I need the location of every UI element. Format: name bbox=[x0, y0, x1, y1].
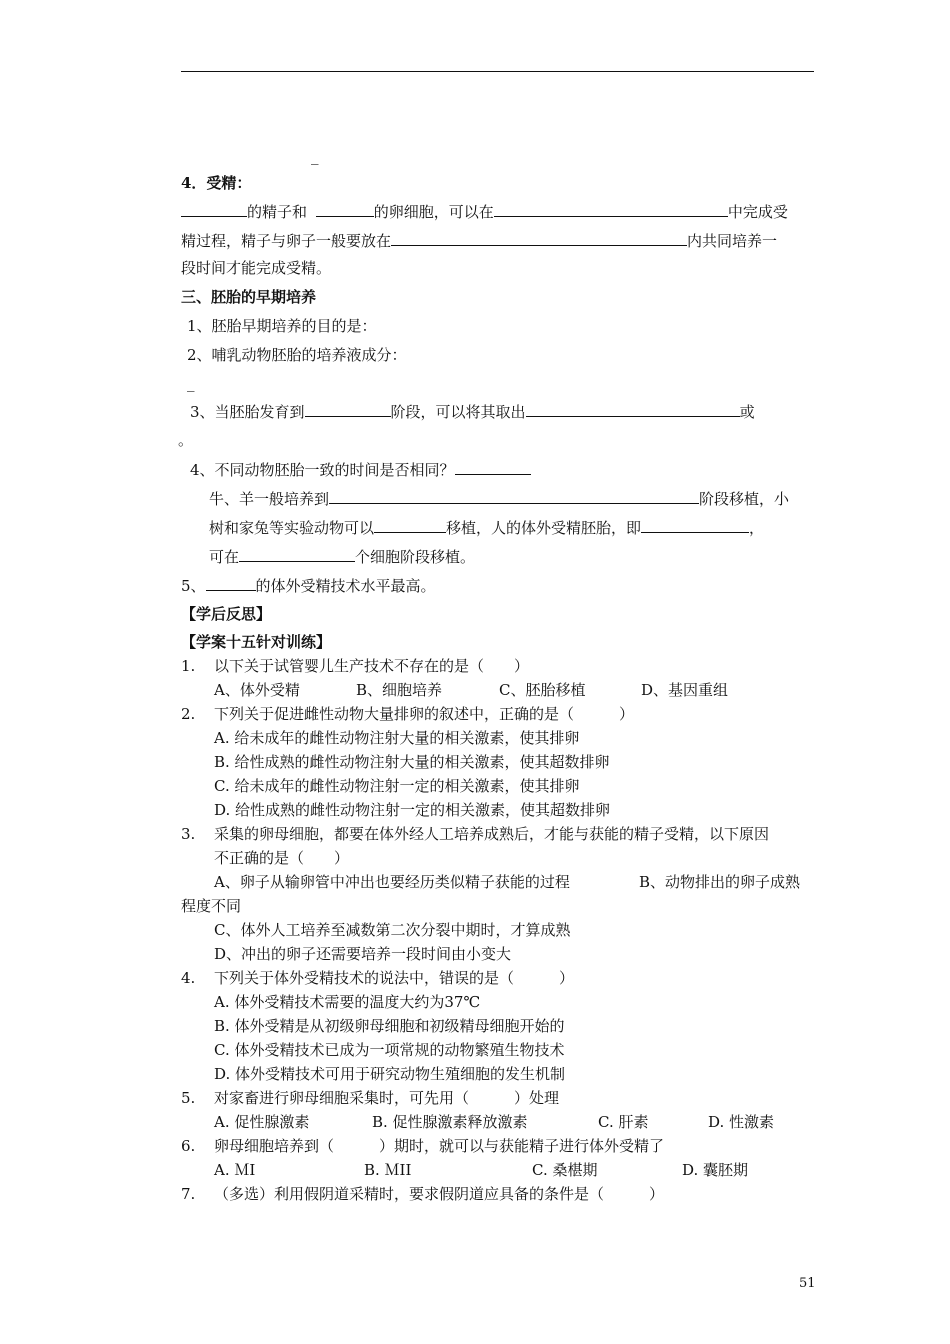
question-1-option-c: C、胚胎移植 bbox=[499, 681, 586, 699]
training-heading: 【学案十五针对训练】 bbox=[181, 633, 332, 651]
embryo-q2-dash: _ bbox=[187, 374, 195, 392]
question-7-text: （多选）利用假阴道采精时，要求假阴道应具备的条件是（ ） bbox=[214, 1185, 665, 1203]
blank bbox=[494, 201, 728, 217]
question-2-option-a: A. 给未成年的雌性动物注射大量的相关激素，使其排卵 bbox=[214, 729, 580, 747]
embryo-q4: 4、不同动物胚胎一致的时间是否相同？ bbox=[190, 459, 531, 480]
stray-dash: _ bbox=[311, 147, 319, 165]
question-5-option-a: A. 促性腺激素 bbox=[214, 1113, 310, 1131]
question-6-text: 卵母细胞培养到（ ）期时，就可以与获能精子进行体外受精了 bbox=[214, 1137, 665, 1155]
question-3-text-cont: 不正确的是（ ） bbox=[214, 849, 350, 867]
question-2-option-c: C. 给未成年的雌性动物注射一定的相关激素，使其排卵 bbox=[214, 777, 580, 795]
question-1-option-d: D、基因重组 bbox=[641, 681, 729, 699]
embryo-q2: 2、哺乳动物胚胎的培养液成分： bbox=[187, 346, 407, 364]
question-3-number: 3. bbox=[181, 825, 196, 843]
embryo-q4-line-4: 可在 个细胞阶段移植。 bbox=[209, 548, 476, 566]
embryo-q4-line-2: 牛、羊一般培养到 阶段移植，小 bbox=[209, 490, 790, 508]
question-3-option-b: B、动物排出的卵子成熟 bbox=[639, 873, 801, 891]
reflect-heading: 【学后反思】 bbox=[181, 605, 272, 623]
question-3-text: 采集的卵母细胞，都要在体外经人工培养成熟后，才能与获能的精子受精，以下原因 bbox=[214, 825, 770, 843]
header-rule bbox=[181, 71, 814, 72]
question-3-option-b-cont: 程度不同 bbox=[181, 897, 242, 915]
blank bbox=[391, 230, 687, 246]
question-4-option-d: D. 体外受精技术可用于研究动物生殖细胞的发生机制 bbox=[214, 1065, 566, 1083]
blank bbox=[374, 517, 446, 533]
question-1-option-b: B、细胞培养 bbox=[356, 681, 443, 699]
embryo-q1: 1、胚胎早期培养的目的是： bbox=[187, 317, 377, 335]
embryo-q3: 3、当胚胎发育到 阶段，可以将其取出 或 bbox=[190, 403, 755, 421]
question-6-option-c: C. 桑椹期 bbox=[532, 1161, 598, 1179]
blank bbox=[329, 488, 699, 504]
question-3-option-c: C、体外人工培养至减数第二次分裂中期时，才算成熟 bbox=[214, 921, 571, 939]
blank bbox=[526, 401, 740, 417]
question-6-option-a: A. ＭⅠ bbox=[214, 1161, 256, 1179]
question-1-number: 1. bbox=[181, 657, 196, 675]
question-4-number: 4. bbox=[181, 969, 196, 987]
question-2-number: 2. bbox=[181, 705, 196, 723]
question-3-option-a: A、卵子从输卵管中冲出也要经历类似精子获能的过程 bbox=[214, 873, 570, 891]
fertilization-heading: 4．受精： bbox=[181, 174, 252, 192]
blank bbox=[206, 575, 256, 591]
fertilization-line-1: 的精子和 的卵细胞，可以在 中完成受 bbox=[181, 201, 788, 222]
question-1-option-a: A、体外受精 bbox=[214, 681, 300, 699]
question-6-option-b: B. ＭⅠⅠ bbox=[364, 1161, 412, 1179]
question-2-option-d: D. 给性成熟的雌性动物注射一定的相关激素，使其超数排卵 bbox=[214, 801, 611, 819]
question-4-option-b: B. 体外受精是从初级卵母细胞和初级精母细胞开始的 bbox=[214, 1017, 565, 1035]
blank bbox=[181, 201, 247, 217]
blank bbox=[305, 401, 391, 417]
embryo-q4-line-3: 树和家兔等实验动物可以 移植，人的体外受精胚胎，即 ， bbox=[209, 519, 765, 537]
question-6-number: 6. bbox=[181, 1137, 196, 1155]
question-4-option-c: C. 体外受精技术已成为一项常规的动物繁殖生物技术 bbox=[214, 1041, 565, 1059]
question-5-text: 对家畜进行卵母细胞采集时，可先用（ ）处理 bbox=[214, 1089, 560, 1107]
blank bbox=[316, 201, 374, 217]
question-1-text: 以下关于试管婴儿生产技术不存在的是（ ） bbox=[214, 657, 530, 675]
blank bbox=[641, 517, 749, 533]
blank bbox=[455, 459, 531, 475]
question-5-option-c: C. 肝素 bbox=[598, 1113, 649, 1131]
fertilization-line-2: 精过程，精子与卵子一般要放在 内共同培养一 bbox=[181, 232, 778, 250]
question-4-text: 下列关于体外受精技术的说法中，错误的是（ ） bbox=[214, 969, 575, 987]
question-2-text: 下列关于促进雌性动物大量排卵的叙述中，正确的是（ ） bbox=[214, 705, 635, 723]
question-5-number: 5. bbox=[181, 1089, 196, 1107]
question-7-number: 7. bbox=[181, 1185, 196, 1203]
question-4-option-a: A. 体外受精技术需要的温度大约为37℃ bbox=[214, 993, 481, 1011]
question-2-option-b: B. 给性成熟的雌性动物注射大量的相关激素，使其超数排卵 bbox=[214, 753, 610, 771]
embryo-q5: 5、 的体外受精技术水平最高。 bbox=[181, 577, 436, 595]
question-6-option-d: D. 囊胚期 bbox=[682, 1161, 749, 1179]
question-5-option-b: B. 促性腺激素释放激素 bbox=[372, 1113, 528, 1131]
question-5-option-d: D. 性激素 bbox=[708, 1113, 775, 1131]
question-3-option-d: D、冲出的卵子还需要培养一段时间由小变大 bbox=[214, 945, 512, 963]
embryo-heading: 三、胚胎的早期培养 bbox=[181, 288, 317, 306]
fertilization-line-3: 段时间才能完成受精。 bbox=[181, 259, 332, 277]
embryo-q3-end: 。 bbox=[178, 431, 194, 449]
blank bbox=[239, 546, 355, 562]
page-number: 51 bbox=[799, 1276, 816, 1291]
